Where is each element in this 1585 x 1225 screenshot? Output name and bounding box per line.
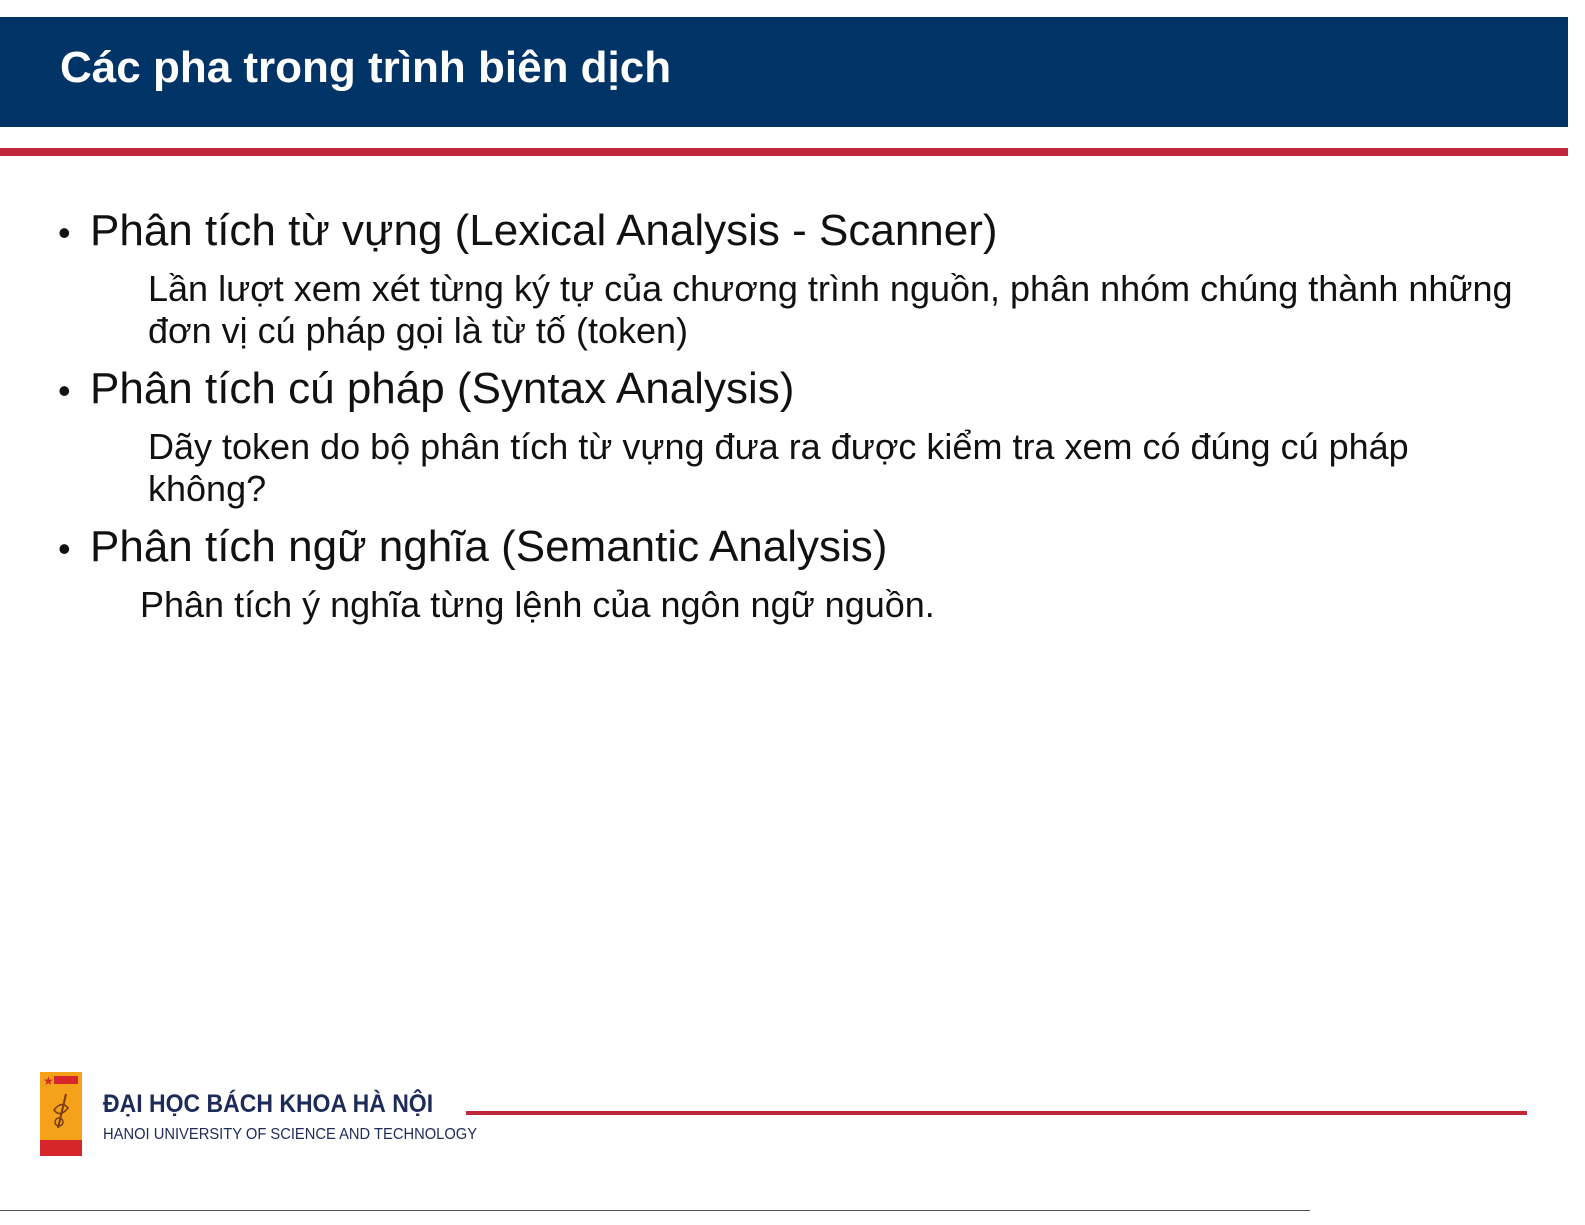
bullet-icon: •: [58, 212, 71, 253]
bullet-title: Phân tích ngữ nghĩa (Semantic Analysis): [90, 522, 888, 571]
bottom-border: [0, 1210, 1310, 1211]
bullet-description: Dãy token do bộ phân tích từ vựng đưa ra được kiểm tra xem có đúng cú pháp không?: [148, 426, 1409, 509]
bullet-item-lexical: [58, 204, 1528, 352]
star-icon: ★: [43, 1074, 54, 1088]
bullet-item-syntax: [58, 362, 1528, 510]
bullet-description: Phân tích ý nghĩa từng lệnh của ngôn ngữ nguồn.: [140, 584, 935, 625]
bullet-description: Lần lượt xem xét từng ký tự của chương trình nguồn, phân nhóm chúng thành những đơn vị cú pháp gọi là từ tố (token): [148, 268, 1513, 351]
university-name: ĐẠI HỌC BÁCH KHOA HÀ NỘI: [103, 1090, 434, 1118]
logo-band: [54, 1076, 78, 1084]
bullet-title: Phân tích cú pháp (Syntax Analysis): [90, 364, 795, 413]
logo-mark-icon: [50, 1092, 72, 1132]
bullet-icon: •: [58, 528, 71, 569]
bullet-title: Phân tích từ vựng (Lexical Analysis - Scanner): [90, 206, 998, 255]
hust-logo-icon: [40, 1072, 82, 1156]
logo-band: [40, 1140, 82, 1156]
bullet-list: [58, 204, 1528, 636]
slide-title: Các pha trong trình biên dịch: [60, 43, 672, 92]
title-divider: [0, 148, 1568, 156]
university-name-english: HANOI UNIVERSITY OF SCIENCE AND TECHNOLOGY: [103, 1126, 478, 1143]
bullet-icon: •: [58, 370, 71, 411]
bullet-item-semantic: [58, 520, 1528, 626]
footer-divider: [466, 1111, 1527, 1115]
